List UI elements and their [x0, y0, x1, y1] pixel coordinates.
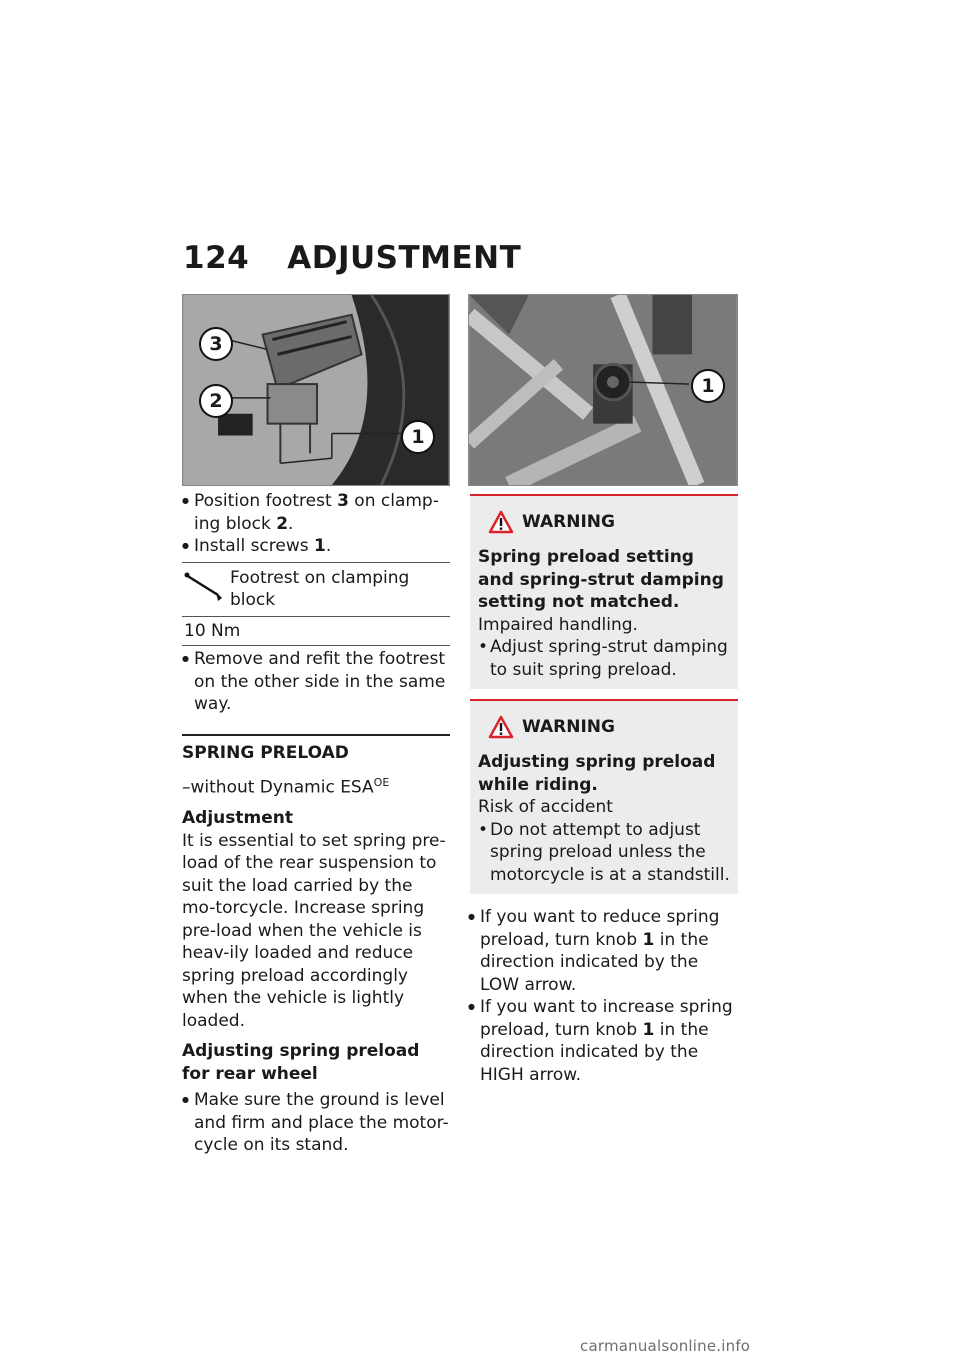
warning-triangle-icon	[488, 510, 514, 534]
torque-spec-table	[182, 562, 450, 647]
warning-title: WARNING	[522, 716, 615, 737]
section-heading: SPRING PRELOAD	[182, 742, 349, 763]
shock-photo	[468, 294, 738, 486]
warning-title: WARNING	[522, 511, 615, 532]
condition-note: –without Dynamic $ESA^{OE}$	[182, 776, 390, 798]
callout-3: 3	[199, 327, 233, 361]
list-item: ● If you want to increase spring preload, turn knob 1 in the direction indicated by the HIGH arrow.	[468, 996, 738, 1086]
warning-heading: Spring preload setting and spring-strut damping setting not matched.	[478, 547, 724, 612]
warning-heading: Adjusting spring preload while riding.	[478, 752, 716, 795]
subheading-adjustment: Adjustment	[182, 808, 293, 829]
right-column	[468, 294, 738, 1086]
torque-label: Footrest on clamping block	[230, 567, 410, 610]
page-number: 124	[183, 240, 250, 276]
paragraph: It is essential to set spring pre-load of the rear suspension to suit the load carried by the mo-torcycle. Increase spring pre-load when the vehicle is heav-ily loaded and reduce spring preload accordingly when the vehicle is lightly loaded.	[182, 830, 446, 1031]
section-divider	[182, 734, 450, 736]
callout-2: 2	[199, 384, 233, 418]
list-item: ● Position footrest 3 on clamp-ing block 2.	[182, 490, 450, 535]
warning-action: • Adjust spring-strut damping to suit spring preload.	[478, 636, 730, 681]
section-title: ADJUSTMENT	[287, 240, 522, 276]
watermark: carmanualsonline.info	[580, 1337, 751, 1355]
page-header	[183, 240, 521, 276]
subheading-adjusting-rear: Adjusting spring preload for rear wheel	[182, 1041, 420, 1084]
callout-1: 1	[401, 420, 435, 454]
warning-action: • Do not attempt to adjust spring preload unless the motorcycle is at a standstill.	[478, 819, 730, 887]
warning-box	[470, 699, 738, 894]
footrest-photo	[182, 294, 450, 486]
list-item: ● If you want to reduce spring preload, turn knob 1 in the direction indicated by the LOW arrow.	[468, 906, 738, 996]
list-item: ● Install screws 1.	[182, 535, 450, 558]
torque-value: 10 Nm	[184, 620, 241, 641]
warning-box	[470, 494, 738, 689]
callout-1: 1	[691, 369, 725, 403]
list-item: ● Make sure the ground is level and firm and place the motor-cycle on its stand.	[182, 1089, 450, 1157]
warning-consequence: Impaired handling.	[478, 614, 638, 635]
list-item: ● Remove and refit the footrest on the other side in the same way.	[182, 648, 450, 716]
left-column	[182, 294, 450, 1157]
torque-wrench-icon	[182, 567, 226, 607]
warning-consequence: Risk of accident	[478, 797, 613, 817]
warning-triangle-icon	[488, 715, 514, 739]
